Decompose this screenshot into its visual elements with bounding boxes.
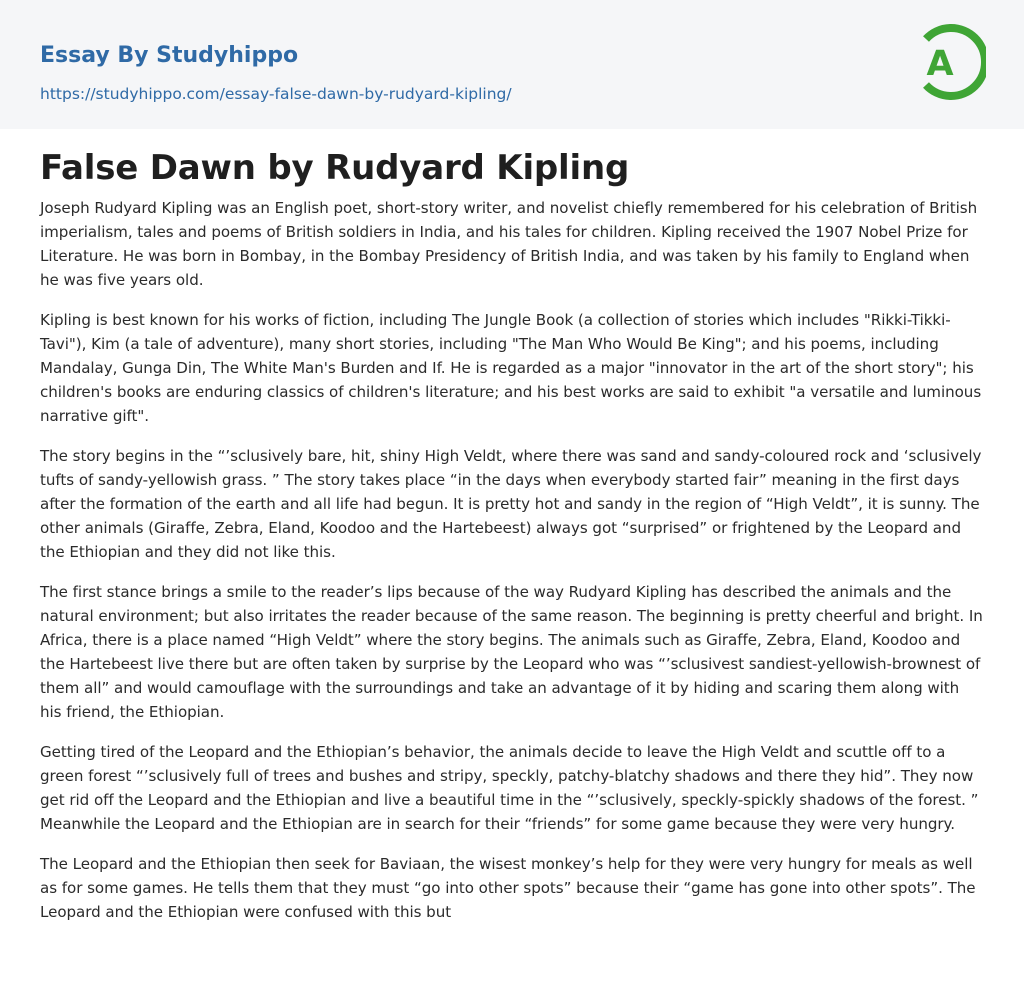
paragraph-3: The story begins in the “’sclusively bare, hit, shiny High Veldt, where there was sand and sandy-coloured rock and ‘sclusively tufts of sandy-yellowish grass. ” The story takes place “in the days when everybody started fair” meaning in the first days after the formation of the earth and all life had begun. It is pretty hot and sandy in the region of “High Veldt”, it is sunny. The other animals (Giraffe, Zebra, Eland, Koodoo and the Hartebeest) always got “surprised” or frightened by the Leopard and the Ethiopian and they did not like this. (40, 447, 982, 561)
site-header (0, 0, 1024, 129)
studyhippo-logo-icon[interactable] (912, 19, 986, 105)
article (0, 129, 1024, 924)
paragraph-6: The Leopard and the Ethiopian then seek for Baviaan, the wisest monkey’s help for they were very hungry for meals as well as for some games. He tells them that they must “go into other spots” because their “game has gone into other spots”. The Leopard and the Ethiopian were confused with this but (40, 855, 976, 921)
essay-url-link[interactable]: https://studyhippo.com/essay-false-dawn-by-rudyard-kipling/ (40, 85, 512, 103)
paragraph-4: The first stance brings a smile to the reader’s lips because of the way Rudyard Kipling has described the animals and the natural environment; but also irritates the reader because of the same reason. The beginning is pretty cheerful and bright. In Africa, there is a place named “High Veldt” where the story begins. The animals such as Giraffe, Zebra, Eland, Koodoo and the Hartebeest live there but are often taken by surprise by the Leopard who was “’sclusivest sandiest-yellowish-brownest of them all” and would camouflage with the surroundings and take an advantage of it by hiding and scaring them along with his friend, the Ethiopian. (40, 583, 983, 721)
brand-title[interactable]: Essay By Studyhippo (40, 43, 299, 68)
paragraph-5: Getting tired of the Leopard and the Ethiopian’s behavior, the animals decide to leave the High Veldt and scuttle off to a green forest “’sclusively full of trees and bushes and stripy, speckly, patchy-blatchy shadows and there they hid”. They now get rid off the Leopard and the Ethiopian and live a beautiful time in the “’sclusively, speckly-spickly shadows of the forest. ” Meanwhile the Leopard and the Ethiopian are in search for their “friends” for some game because they were very hungry. (40, 743, 979, 833)
essay-title: False Dawn by Rudyard Kipling (40, 148, 630, 188)
paragraph-2: Kipling is best known for his works of fiction, including The Jungle Book (a collection of stories which includes "Rikki-Tikki-Tavi"), Kim (a tale of adventure), many short stories, including "The Man Who Would Be King"; and his poems, including Mandalay, Gunga Din, The White Man's Burden and If. He is regarded as a major "innovator in the art of the short story"; his children's books are enduring classics of children's literature; and his best works are said to exhibit "a versatile and luminous narrative gift". (40, 311, 982, 425)
paragraph-1: Joseph Rudyard Kipling was an English poet, short-story writer, and novelist chiefly remembered for his celebration of British imperialism, tales and poems of British soldiers in India, and his tales for children. Kipling received the 1907 Nobel Prize for Literature. He was born in Bombay, in the Bombay Presidency of British India, and was taken by his family to England when he was five years old. (40, 199, 978, 289)
logo-letter: A (926, 44, 954, 84)
